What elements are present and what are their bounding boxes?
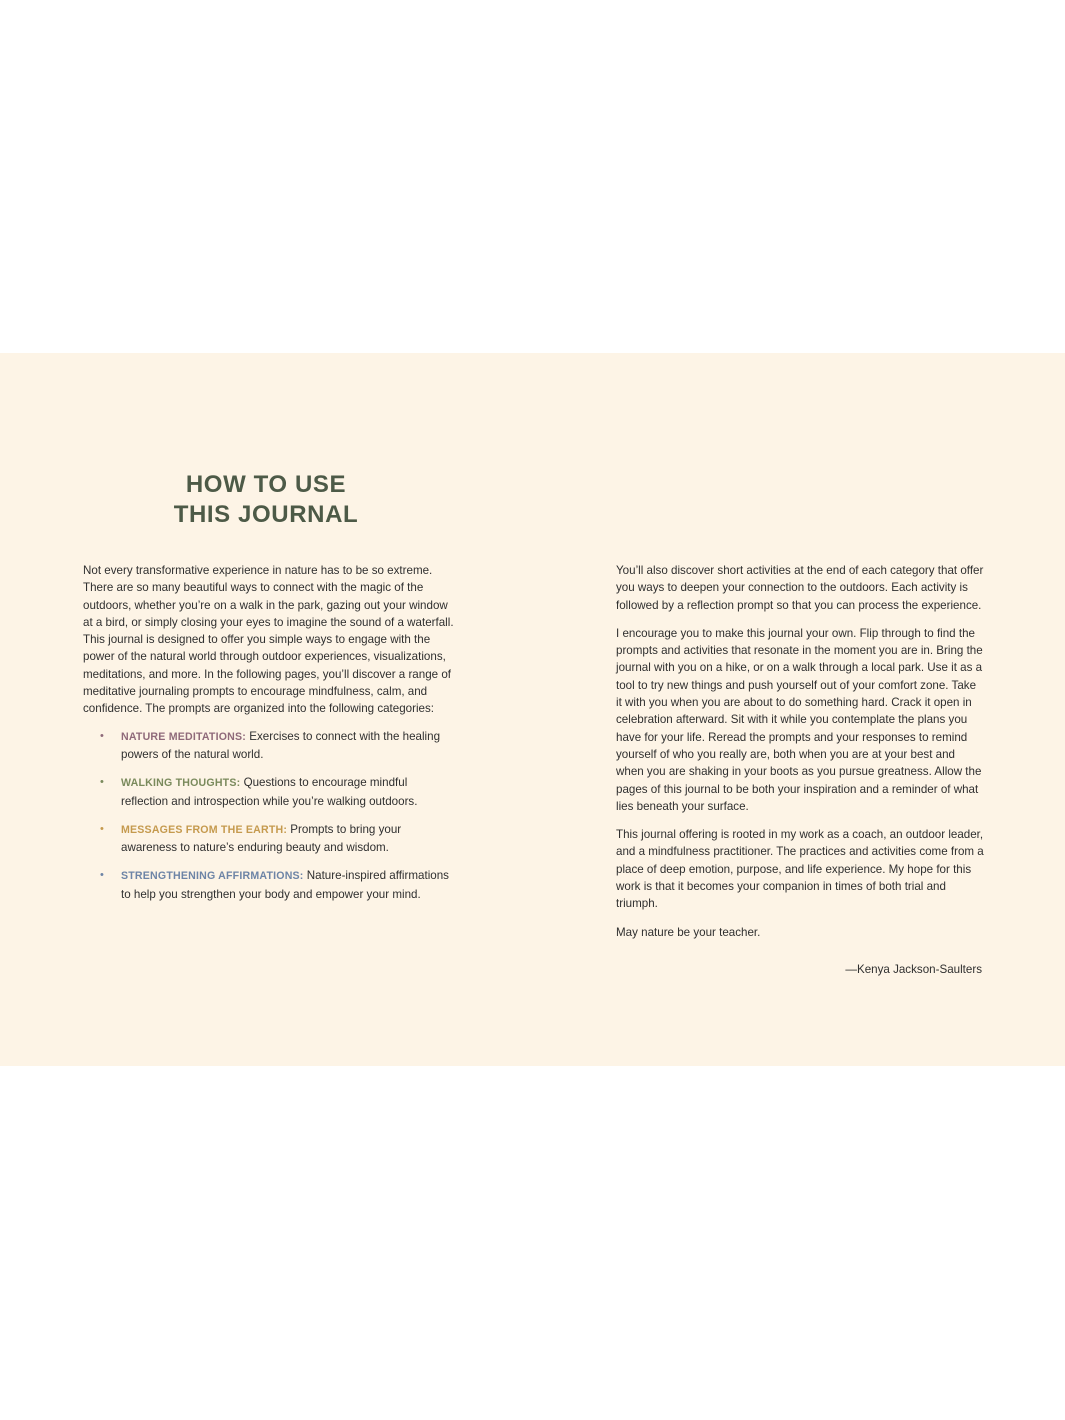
category-item-strengthening-affirmations [100, 867, 455, 903]
category-item-nature-meditations [100, 728, 455, 764]
page-title [140, 470, 392, 530]
author-signature: —Kenya Jackson-Saulters [845, 962, 982, 976]
category-name: NATURE MEDITATIONS: [121, 730, 247, 743]
category-name: MESSAGES FROM THE EARTH: [121, 823, 288, 836]
category-description: Prompts to bring your awareness to nature’s enduring beauty and wisdom. [121, 822, 402, 855]
category-description: Nature-inspired affirmations to help you strengthen your body and empower your mind. [121, 869, 449, 901]
bullet-icon: • [100, 776, 104, 789]
category-item-walking-thoughts [100, 774, 455, 810]
category-name: WALKING THOUGHTS: [121, 777, 241, 790]
category-description: Questions to encourage mindful reflection and introspection while you’re walking outdoors. [121, 776, 418, 808]
bullet-icon: • [100, 869, 104, 882]
category-list [83, 728, 455, 903]
category-item-messages-from-the-earth [100, 821, 455, 857]
category-name: STRENGTHENING AFFIRMATIONS: [121, 870, 304, 883]
title-line-1: HOW TO USE [185, 471, 347, 498]
closing-line: May nature be your teacher. [616, 925, 761, 939]
bullet-icon: • [100, 729, 104, 742]
title-line-2: THIS JOURNAL [173, 501, 359, 528]
bullet-icon: • [100, 822, 104, 835]
left-column [83, 562, 455, 914]
right-column [616, 562, 984, 978]
offering-paragraph: This journal offering is rooted in my work as a coach, an outdoor leader, and a mindfulness practitioner. The practices and activities come from a place of deep emotion, purpose, and life experience. My hope for this work is that it becomes your companion in times of both trial and triumph. [616, 828, 984, 911]
encouragement-paragraph: I encourage you to make this journal your own. Flip through to find the prompts and activities that resonate in the moment you are in. Bring the journal with you on a hike, or on a walk through a local park. Use it as a tool to try new things and push yourself out of your comfort zone. Take it with you when you are about to do something hard. Crack it open in celebration afterward. Sit with it while you contemplate the plans you have for your life. Reread the prompts and your responses to remind yourself of who you really are, both when you are at your best and when you are shaking in your boots as you pursue greatness. Allow the pages of this journal to be both your inspiration and a reminder of what lies beneath your surface. [616, 626, 983, 813]
intro-paragraph: Not every transformative experience in nature has to be so extreme. There are so many beautiful ways to connect with the magic of the outdoors, whether you’re on a walk in the park, gazing out your window at a bird, or simply closing your eyes to imagine the sound of a waterfall. This journal is designed to offer you simple ways to engage with the power of the natural world through outdoor experiences, visualizations, meditations, and more. In the following pages, you’ll discover a range of meditative journaling prompts to encourage mindfulness, calm, and confidence. The prompts are organized into the following categories: [83, 564, 454, 716]
category-description: Exercises to connect with the healing powers of the natural world. [121, 729, 441, 761]
activities-paragraph: You’ll also discover short activities at the end of each category that offer you ways to deepen your connection to the outdoors. Each activity is followed by a reflection prompt so that you can process the experience. [616, 564, 984, 612]
